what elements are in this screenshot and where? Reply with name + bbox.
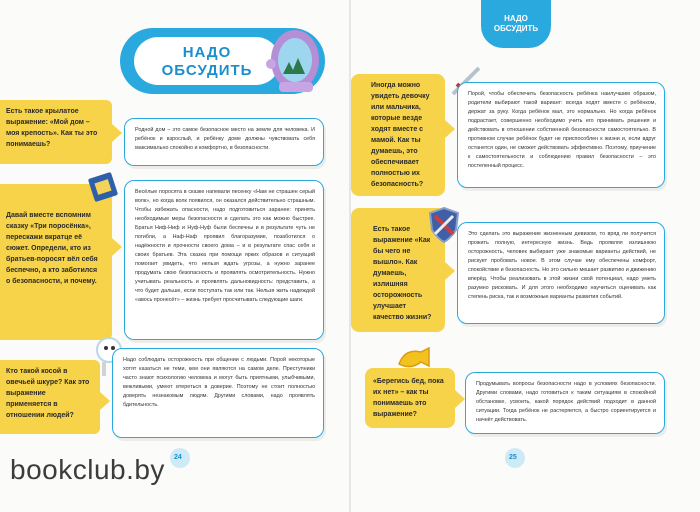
- page-number: 25: [509, 454, 517, 461]
- answer-box-1: [457, 82, 665, 188]
- answer-box-1: [124, 118, 324, 166]
- question-text: «Берегись бед, пока их нет» – как ты понимаешь это выражение?: [373, 378, 444, 418]
- header-line2: ОБСУДИТЬ: [161, 62, 253, 79]
- castle-window-icon: [265, 24, 325, 102]
- question-text: Кто такой косой в овечьей шкуре? Как это выражение применяется в отношении людей?: [6, 368, 90, 419]
- horn-icon: [395, 344, 433, 374]
- question-pointer: [445, 120, 455, 138]
- header-line1: НАДО: [182, 44, 232, 61]
- question-pointer: [112, 238, 122, 256]
- section-tab: [481, 0, 551, 48]
- book-icon: [86, 170, 120, 204]
- question-text: Есть такое выражение «Как бы чего не вышло». Как думаешь, излишняя осторожность улучшает качество жизни?: [373, 226, 432, 321]
- right-page: [351, 0, 700, 512]
- question-text: Давай вместе вспомним сказку «Три поросёнка», перескажи вкратце её сюжет. Определи, кто из братьев-поросят вёл себя беспечно, а кто заботился о безопасности, и почему.: [6, 212, 98, 285]
- answer-text: Надо соблюдать осторожность при общении с людьми. Порой некоторые хотят казаться не теми, кем они являются на самом деле. Преступники часто знают психологию человека и могут быть приятными, улыбчивыми, вежливыми, умеют втереться в доверие. Поэтому не стоит полностью доверять незнакомым людям. Другими словами, надо проявлять бдительность.: [123, 357, 315, 408]
- question-pointer: [100, 392, 110, 410]
- question-pointer: [112, 124, 122, 142]
- answer-text: Весёлые поросята в сказке напевали песенку «Нам не страшен серый волк», но когда волк появился, он оказался действительно страшным. Чтобы избежать опасности, надо подготовиться заранее: принять необходимые меры безопасности и сделать это как можно быстрее. Братья Ниф-Ниф и Нуф-Нуф были беспечны и в результате чуть не погибли, а Наф-Наф проявил благоразумие, позаботился о надёжности и прочности своего дома – и в результате спас себя и своих братьев. Эта сказка при помощи ярких образов и ситуаций помогает увидеть, что нельзя ждать угрозы, а нужно заранее продумать свою безопасность и проявлять осмотрительность. Нужно учитывать реальность и проявлять дальновидность: представить, а что будет дальше, если поступать так или так. Нельзя жить надеждой «авось пронесёт» – жизнь требует просчитывать следующие шаги.: [135, 189, 315, 303]
- question-box-1: [0, 100, 112, 164]
- answer-text: Продумывать вопросы безопасности надо в условиях безопасности. Другими словами, надо готовиться к таким ситуациям в спокойной обстановке, усвоить, какой порядок действий подходит в данной ситуации. Тогда ребёнок не растеряется, а быстро сориентируется и начнёт действовать.: [476, 381, 656, 423]
- answer-text: Порой, чтобы обеспечить безопасность ребёнка наилучшим образом, родители выбирают такой вариант: всегда ходят вместе с ребёнком, держат за руку. Когда ребёнок мал, это нормально. Но когда ребёнок подрастает, совершенно необходимо учить его принимать решения и действовать в отношении собственной безопасности самостоятельно. В противном случае ребёнок будет не приспособлен к жизни и, если вдруг останется один, не сможет действовать эффективно. Поэтому, приучение к самостоятельности и соблюдению правил безопасности – это постепенный процесс.: [468, 91, 656, 169]
- tab-line1: НАДО: [504, 14, 528, 23]
- question-text: Иногда можно увидеть девочку или мальчика, которые везде ходят вместе с мамой. Как ты думаешь, это обеспечивает полностью их безопасность?: [371, 82, 430, 188]
- question-box-2: [0, 184, 112, 340]
- answer-box-3: [465, 372, 665, 434]
- left-page: [0, 0, 349, 512]
- answer-text: Это сделать это выражение жизненным девизом, то вряд ли получится прожить полную, интересную жизнь. Ведь проявляя излишнюю осторожность, человек выбирает уже знакомые варианты действий, не рискует пробовать новое. В этом случае ему обеспечены комфорт, спокойствие и безопасность. Но это сильно мешает развитию и движению вперёд. Чтобы реализовать в этой жизни свой потенциал, надо уметь разумно рисковать. И для этого необходимо научиться оценивать как степень риска, так и возможные варианты развития событий.: [468, 231, 656, 300]
- answer-box-2: [124, 180, 324, 340]
- question-pointer: [455, 390, 465, 408]
- shield-icon: [427, 206, 461, 244]
- section-header: [120, 28, 325, 94]
- tab-line2: ОБСУДИТЬ: [493, 24, 539, 33]
- question-box-3: [0, 360, 100, 434]
- question-pointer: [445, 262, 455, 280]
- question-box-1: [351, 74, 445, 196]
- question-box-3: [365, 368, 455, 428]
- page-number: 24: [174, 454, 182, 461]
- answer-text: Родной дом – это самое безопасное место на земле для человека. И ребёнок и взрослый, и ребёнку доме должны чувствовать себя максимально спокойно и комфортно, в безопасности.: [135, 127, 315, 151]
- watermark-text: bookclub.by: [10, 454, 165, 485]
- question-text: Есть такое крылатое выражение: «Мой дом – моя крепость». Как ты это понимаешь?: [6, 108, 98, 148]
- answer-box-3: [112, 348, 324, 438]
- answer-box-2: [457, 222, 665, 324]
